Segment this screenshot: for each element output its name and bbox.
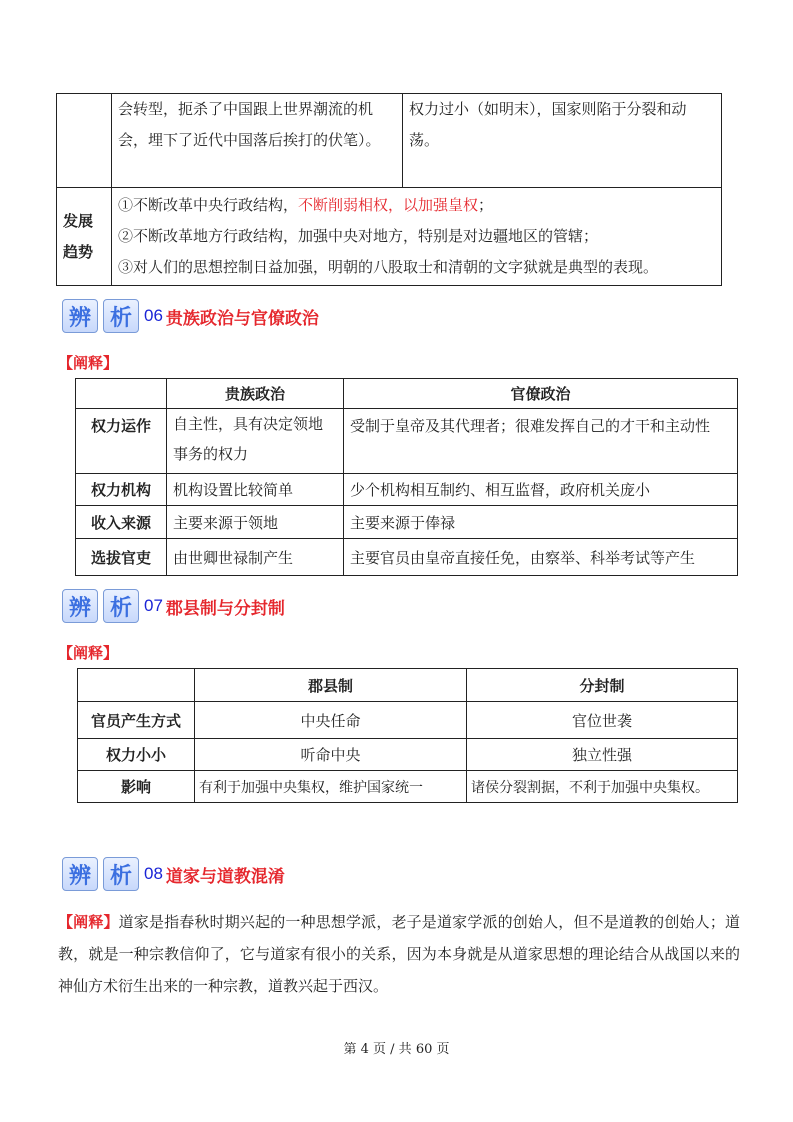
row-label: 权力机构 xyxy=(76,474,167,506)
row-label: 影响 xyxy=(78,771,195,803)
row-label: 官员产生方式 xyxy=(78,702,195,739)
explanation-paragraph xyxy=(58,906,740,1002)
section-number: 07 xyxy=(144,596,163,615)
section-number: 06 xyxy=(144,306,163,325)
text: ； xyxy=(478,196,494,214)
section-heading-07 xyxy=(62,589,285,623)
cell: 独立性强 xyxy=(467,739,738,771)
header-cell: 官僚政治 xyxy=(344,379,738,409)
badge-bian: 辨 xyxy=(62,299,98,333)
cell: 中央任命 xyxy=(195,702,467,739)
row-label: 权力小小 xyxy=(78,739,195,771)
comparison-table-06 xyxy=(75,378,738,576)
explanation-label: 【阐释】 xyxy=(58,644,119,662)
row-label: 发展趋势 xyxy=(57,188,112,286)
cell: 机构设置比较简单 xyxy=(167,474,344,506)
cell: 诸侯分裂割据，不利于加强中央集权。 xyxy=(467,771,738,803)
header-cell: 分封制 xyxy=(467,669,738,702)
badge-xi: 析 xyxy=(103,299,139,333)
cell: 主要来源于领地 xyxy=(167,506,344,539)
row-label: 选拔官吏 xyxy=(76,539,167,576)
cell: 自主性，具有决定领地事务的权力 xyxy=(167,409,344,474)
badge-xi: 析 xyxy=(103,589,139,623)
header-cell xyxy=(76,379,167,409)
trend-table xyxy=(56,93,722,286)
paragraph-text: 道家是指春秋时期兴起的一种思想学派，老子是道家学派的创始人，但不是道教的创始人；道教，就是一种宗教信仰了，它与道家有很小的关系，因为本身就是从道家思想的理论结合从战国以来的神仙方术衍生出来的一种宗教，道教兴起于西汉。 xyxy=(58,913,740,995)
section-title: 贵族政治与官僚政治 xyxy=(165,308,319,329)
header-cell xyxy=(78,669,195,702)
header-cell: 贵族政治 xyxy=(167,379,344,409)
page-footer: 第 4 页 / 共 60 页 xyxy=(343,1042,450,1057)
cell: 受制于皇帝及其代理者；很难发挥自己的才干和主动性 xyxy=(344,409,738,474)
highlight-text: 不断削弱相权，以加强皇权 xyxy=(298,196,479,214)
comparison-table-07 xyxy=(77,668,738,803)
section-heading-08 xyxy=(62,857,285,891)
cell: 少个机构相互制约、相互监督，政府机关庞小 xyxy=(344,474,738,506)
cell: 官位世袭 xyxy=(467,702,738,739)
section-number: 08 xyxy=(144,864,163,883)
row-label: 权力运作 xyxy=(76,409,167,474)
section-title: 郡县制与分封制 xyxy=(165,598,285,619)
badge-bian: 辨 xyxy=(62,857,98,891)
section-heading-06 xyxy=(62,299,319,333)
badge-bian: 辨 xyxy=(62,589,98,623)
cell: 主要官员由皇帝直接任免，由察举、科举考试等产生 xyxy=(344,539,738,576)
row-label: 收入来源 xyxy=(76,506,167,539)
cell: 权力过小（如明末），国家则陷于分裂和动荡。 xyxy=(403,94,722,188)
badge-xi: 析 xyxy=(103,857,139,891)
empty-cell xyxy=(57,94,112,188)
header-cell: 郡县制 xyxy=(195,669,467,702)
text: ②不断改革地方行政结构，加强中央对地方，特别是对边疆地区的管辖； xyxy=(118,227,599,245)
explanation-label: 【阐释】 xyxy=(58,913,119,931)
cell: 由世卿世禄制产生 xyxy=(167,539,344,576)
cell: 主要来源于俸禄 xyxy=(344,506,738,539)
cell: 会转型，扼杀了中国跟上世界潮流的机会，埋下了近代中国落后挨打的伏笔）。 xyxy=(112,94,403,188)
section-title: 道家与道教混淆 xyxy=(165,866,285,887)
cell: 有利于加强中央集权，维护国家统一 xyxy=(195,771,467,803)
explanation-label: 【阐释】 xyxy=(58,354,119,372)
cell: 听命中央 xyxy=(195,739,467,771)
text: ③对人们的思想控制日益加强，明朝的八股取士和清朝的文字狱就是典型的表现。 xyxy=(118,258,659,276)
text: ①不断改革中央行政结构， xyxy=(118,196,299,214)
trend-cell xyxy=(112,188,722,286)
